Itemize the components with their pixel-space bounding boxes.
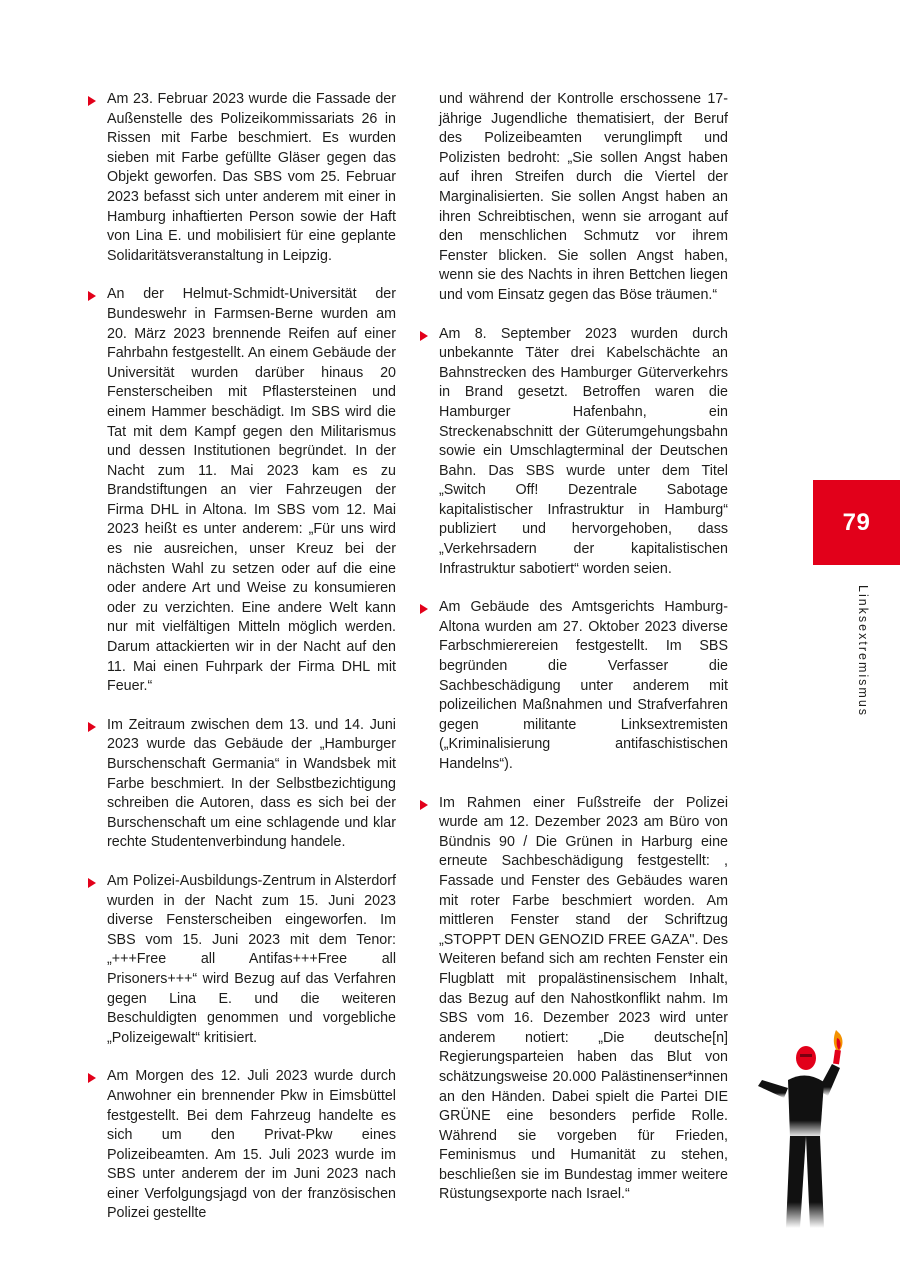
- section-label: Linksextremismus: [856, 585, 870, 718]
- bullet-item: [88, 90, 396, 266]
- bullet-text: Am Polizei-Ausbildungs-Zentrum in Alsterdorf wurden in der Nacht zum 15. Juni 2023 diverse Fensterscheiben eingeworfen. Im SBS vom 15. Juni 2023 mit dem Tenor: „+++Free all Antifas+++Free all Prisoners+++“ wird Bezug auf das Verfahren gegen Lina E. und die weiteren Beschuldigten genommen und vorgebliche „Polizeigewalt“ kritisiert.: [107, 872, 396, 1046]
- bullet-item: [88, 872, 396, 1048]
- bullet-item: [420, 598, 728, 774]
- continued-text: [420, 90, 728, 306]
- bullet-item: [88, 716, 396, 853]
- bullet-text: Im Zeitraum zwischen dem 13. und 14. Juni 2023 wurde das Gebäude der „Hamburger Burschenschaft Germania“ in Wandsbek mit Farbe beschmiert. In der Selbstbezichtigung schreiben die Autoren, dass es sich bei der Burschenschaft um eine schlagende und klar rechte Studentenverbindung handele.: [107, 716, 396, 851]
- bullet-text: Am 8. September 2023 wurden durch unbekannte Täter drei Kabelschächte an Bahnstrecken des Hamburger Güterverkehrs in Brand gesetzt. Betroffen waren die Hamburger Hafenbahn, ein Streckenabschnitt der Güterumgehungsbahn sowie ein Umschlagterminal der Deutschen Bahn. Das SBS wurde unter dem Titel „Switch Off! Dezentrale Sabotage kapitalistischer Infrastruktur in Hamburg“ publiziert und hervorgehoben, dass „Verkehrsadern der kapitalistischen Infrastruktur sabotiert“ worden seien.: [439, 325, 728, 577]
- page-number: 79: [842, 508, 871, 536]
- bullet-triangle-icon: [420, 604, 428, 614]
- left-column: [88, 90, 396, 1243]
- bullet-text: Am Gebäude des Amtsgerichts Hamburg-Altona wurden am 27. Oktober 2023 diverse Farbschmierereien festgestellt. Im SBS begründen die Verfasser die Sachbeschädigung unter anderem mit polizeilichen Maßnahmen und Strafverfahren gegen militante Linksextremisten („Kriminalisierung antifaschistischen Handelns“).: [439, 599, 728, 772]
- protester-with-flare-icon: [748, 1018, 868, 1238]
- bullet-triangle-icon: [88, 878, 96, 888]
- page-number-tab: [813, 480, 900, 565]
- right-column: [420, 90, 728, 1224]
- bullet-triangle-icon: [420, 331, 428, 341]
- bullet-text: Am 23. Februar 2023 wurde die Fassade der Außenstelle des Polizeikommissariats 26 in Rissen mit Farbe beschmiert. Es wurden sieben mit Farbe gefüllte Gläser gegen das Objekt geworfen. Das SBS vom 25. Februar 2023 befasst sich unter anderem mit einer in Hamburg inhaftierten Person sowie der Haft von Lina E. und mobilisiert für eine geplante Solidaritätsveranstaltung in Leipzig.: [107, 91, 396, 264]
- bullet-text: Am Morgen des 12. Juli 2023 wurde durch Anwohner ein brennender Pkw in Eimsbüttel festgestellt. Bei dem Fahrzeug handelte es sich um den Privat-Pkw eines Polizeibeamten. Am 15. Juli 2023 wurde im SBS unter anderem der im Juni 2023 nach einer Verfolgungsjagd von der französischen Polizei gestellte: [107, 1068, 396, 1222]
- bullet-triangle-icon: [88, 1073, 96, 1083]
- bullet-text-continuation: und während der Kontrolle erschossene 17-jährige Jugendliche thematisiert, der Beruf des Polizeibeamten verunglimpft und Polizisten bedroht: „Sie sollen Angst haben auf ihren Streifen durch die Viertel der Marginalisierten. Sie sollen Angst haben an ihren Schreibtischen, wenn sie arrogant auf den menschlichen Schmutz vor ihrem Fenster blicken. Sie sollen Angst haben, wenn sie des Nachts in ihren Bettchen liegen und vom Einsatz gegen das Böse träumen.“: [439, 91, 728, 303]
- bullet-item: [420, 325, 728, 580]
- bullet-item: [420, 794, 728, 1205]
- bullet-triangle-icon: [420, 800, 428, 810]
- bullet-triangle-icon: [88, 722, 96, 732]
- bullet-triangle-icon: [88, 291, 96, 301]
- bullet-text: Im Rahmen einer Fußstreife der Polizei wurde am 12. Dezember 2023 am Büro von Bündnis 90 / Die Grünen in Harburg eine erneute Sachbeschädigung festgestellt: , Fassade und Fenster des Gebäudes waren mit roter Farbe beschmiert worden. Am mittleren Fenster stand der Schriftzug „STOPPT DEN GENOZID FREE GAZA". Des Weiteren befand sich am rechten Fenster ein Flugblatt mit propalästinensischem Inhalt, das Bezug auf den Nahostkonflikt nahm. Im SBS vom 16. Dezember 2023 wird unter anderem notiert: „Die deutsche[n] Regierungsparteien haben das Blut von schätzungsweise 20.000 Palästinenser*innen an den Händen. Dabei spielt die Partei DIE GRÜNE eine besonders perfide Rolle. Während sie vorgeben für Frieden, Feminismus und Humanität zu stehen, beschließen sie im Bundestag immer weitere Rüstungsexporte nach Israel.“: [439, 794, 728, 1203]
- bullet-triangle-icon: [88, 96, 96, 106]
- bullet-item: [88, 1067, 396, 1224]
- bullet-item: [88, 285, 396, 696]
- bullet-text: An der Helmut-Schmidt-Universität der Bundeswehr in Farmsen-Berne wurden am 20. März 2023 brennende Reifen auf einer Fahrbahn festgestellt. An einem Gebäude der Universität wurden darüber hinaus 20 Fensterscheiben mit Pflastersteinen und einem Hammer beschädigt. Im SBS wird die Tat mit dem Kampf gegen den Militarismus und dessen Institutionen begründet. In der Nacht zum 11. Mai 2023 kam es zu Brandstiftungen an vier Fahrzeugen der Firma DHL in Altona. Im SBS vom 12. Mai 2023 heißt es unter anderem: „Für uns wird es nie ausreichen, unser Kreuz bei der nächsten Wahl zu setzen oder auf die eine oder andere Art und Weise zu konsumieren oder zu verzichten. Eine andere Welt kann nur mit vielfältigen Mitteln möglich werden. Darum attackierten wir in der Nacht auf den 11. Mai einen Fuhrpark der Firma DHL mit Feuer.“: [107, 286, 396, 695]
